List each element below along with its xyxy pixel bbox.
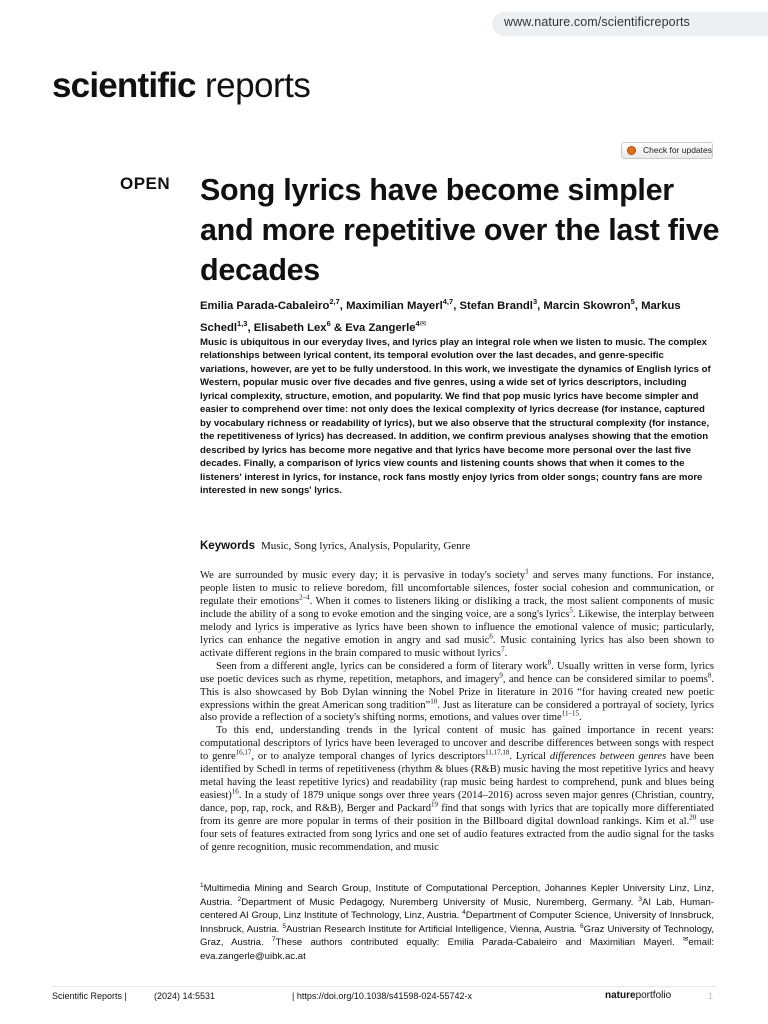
open-access-label: OPEN — [120, 174, 171, 193]
author-affiliation-mark: 1,3 — [237, 318, 248, 328]
author-separator: , — [453, 299, 460, 312]
affiliation-text: Austrian Research Institute for Artificial Intelligence, Vienna, Austria. — [285, 923, 581, 935]
author-name[interactable]: Markus Schedl — [200, 299, 681, 334]
body-text-run: . Music containing lyrics has also been shown to activate different regions in the brain compared to music without lyrics — [200, 634, 714, 659]
body-text-run: and serves many functions. For instance, people listen to music to relieve boredom, fill uncomfortable silences, foster social cohesion and communication, or regulate their emotions — [200, 570, 714, 607]
body-text-run: , and hence can be considered similar to poems — [502, 673, 708, 685]
publisher-logo-light: portfolio — [635, 990, 672, 1001]
body-paragraph — [200, 658, 714, 726]
publisher-logo — [605, 990, 671, 1001]
footer-doi-link[interactable]: | https://doi.org/10.1038/s41598-024-55742-x — [292, 991, 472, 1001]
keywords-text: Music, Song lyrics, Analysis, Popularity, Genre — [261, 540, 471, 552]
citation-ref[interactable]: 11–15 — [561, 709, 579, 718]
affiliation-mark: 2 — [237, 895, 242, 903]
author-name[interactable]: Elisabeth Lex — [253, 321, 327, 334]
affiliation-text: Multimedia Mining and Search Group, Institute of Computational Perception, Johannes Kepler University Linz, Linz, Austria. — [200, 883, 714, 908]
author-separator: & — [330, 321, 346, 334]
affiliation-mark: 7 — [271, 936, 276, 944]
author-separator: , — [247, 321, 254, 334]
footer-divider — [52, 986, 716, 987]
citation-ref[interactable]: 2–4 — [299, 593, 310, 602]
affiliation-mark: 3 — [638, 895, 642, 903]
affiliation-mark: 5 — [282, 922, 286, 930]
citation-ref[interactable]: 10 — [430, 697, 438, 705]
author-name[interactable]: Eva Zangerle — [345, 321, 416, 334]
citation-ref[interactable]: 8 — [547, 658, 552, 667]
journal-logo-light: reports — [204, 66, 311, 105]
check-for-updates-label: Check for updates — [643, 145, 712, 155]
body-text-run: . This is also showcased by Bob Dylan winning the Nobel Prize in literature in 2016 “for having created new poetic expressions within the great American song tradition” — [200, 673, 714, 711]
body-text-run: . — [504, 647, 508, 659]
body-text-run: . Usually written in verse form, lyrics use poetic devices such as rhyme, repetition, metaphors, and imagery — [200, 660, 714, 685]
citation-ref[interactable]: 9 — [499, 671, 503, 680]
publisher-logo-bold: nature — [605, 990, 636, 1001]
body-text-run: Seen from a different angle, lyrics can be considered a form of literary work — [216, 660, 548, 672]
author-affiliation-mark: 2,7 — [329, 297, 340, 306]
body-text-run: . When it comes to listeners liking or disliking a track, the most salient components of music include the ability of a song to evoke emotion and the singing voice, are a song's lyrics — [200, 595, 714, 620]
body-text-run: find that songs with lyrics that are topically more differentiated from its genre are more popular in terms of their position in the Billboard digital download rankings. Kim et al. — [200, 803, 714, 828]
author-affiliation-mark: 6 — [326, 318, 331, 328]
citation-ref[interactable]: 1 — [525, 567, 529, 576]
citation-ref[interactable]: 8 — [707, 671, 712, 680]
affiliations — [200, 882, 714, 964]
footer-citation: (2024) 14:5531 — [154, 991, 216, 1001]
author-separator: , — [339, 299, 347, 312]
author-separator: , — [634, 299, 642, 312]
footer-journal: Scientific Reports | — [52, 991, 127, 1001]
body-paragraph — [200, 567, 714, 661]
citation-ref[interactable]: 19 — [431, 800, 439, 809]
body-text-run: . Just as literature can be considered a portrayal of society, lyrics also provide a reflection of a society's shifting norms, emotions, and values over time — [200, 699, 714, 724]
author-affiliation-mark: 4✉ — [415, 318, 427, 328]
author-separator: , — [537, 299, 544, 312]
body-text-run: To this end, understanding trends in the lyrical content of music has gained importance in recent years: computational descriptors of lyrics have been leveraged to uncover and describe differences between songs with respect to genre — [200, 725, 714, 763]
body-text-run: . — [578, 712, 582, 724]
affiliation-text[interactable]: email: eva.zangerle@uibk.ac.at — [200, 937, 714, 962]
journal-logo-bold: scientific — [52, 66, 196, 105]
emphasis-text: differences between genres — [549, 751, 667, 763]
body-text-run: , or to analyze temporal changes of lyrics descriptors — [251, 751, 486, 763]
author-name[interactable]: Stefan Brandl — [459, 299, 533, 312]
author-affiliation-mark: 3 — [532, 297, 538, 306]
author-affiliation-mark: 4,7 — [442, 297, 454, 306]
citation-ref[interactable]: 11,17,18 — [485, 748, 510, 757]
affiliation-mark: 4 — [462, 909, 466, 916]
check-for-updates-button[interactable] — [621, 142, 713, 159]
affiliation-text: These authors contributed equally: Emilia Parada-Cabaleiro and Maximilian Mayerl. — [275, 937, 683, 949]
affiliation-text: Department of Music Pedagogy, Nuremberg University of Music, Nuremberg, Germany. — [241, 896, 639, 908]
page-footer — [52, 991, 716, 1005]
author-affiliation-mark: 5 — [630, 297, 635, 306]
body-paragraph — [200, 725, 714, 855]
author-name[interactable]: Emilia Parada-Cabaleiro — [200, 299, 330, 312]
author-list — [200, 293, 720, 337]
affiliation-text: Department of Computer Science, University of Innsbruck, Innsbruck, Austria. — [200, 910, 714, 935]
body-text-run: use four sets of features extracted from song lyrics and one set of audio features extracted from the audio signal for the tasks of genre recognition, music recommendation, and music — [200, 816, 714, 854]
citation-ref[interactable]: 5 — [569, 606, 573, 615]
crossmark-icon — [627, 146, 636, 155]
citation-ref[interactable]: 6 — [489, 632, 493, 641]
body-text-run: have been identified by Schedl in terms of repetitiveness (rhythm & blues (R&B) music having the most repetitive lyrics and heavy metal having the least repetitive lyrics) and readability (rap music being hardest to comprehend, punk and blues being easiest) — [200, 751, 714, 802]
affiliation-mark: 1 — [200, 881, 204, 889]
author-name[interactable]: Maximilian Mayerl — [346, 299, 443, 312]
affiliation-mark: ✉ — [682, 936, 689, 944]
keywords-label: Keywords — [200, 540, 255, 552]
affiliation-text: AI Lab, Human-centered AI Group, Linz Institute of Technology, Linz, Austria. — [200, 896, 714, 922]
journal-url: www.nature.com/scientificreports — [504, 15, 690, 29]
affiliation-text: Graz University of Technology, Graz, Austria. — [200, 923, 714, 949]
citation-ref[interactable]: 16,17 — [235, 748, 252, 757]
body-text-run: . Lyrical — [509, 751, 550, 763]
citation-ref[interactable]: 20 — [689, 813, 697, 822]
body-text-run: . In a study of 1879 unique songs over three years (2014–2016) across seven major genres (Christian, country, dance, pop, rap, rock, and R&B), Berger and Packard — [200, 790, 714, 815]
body-text-run: We are surrounded by music every day; it is pervasive in today's society — [200, 570, 526, 581]
keywords — [200, 540, 470, 552]
abstract: Music is ubiquitous in our everyday lives, and lyrics play an integral role when we listen to music. The complex relationships between lyrical content, its temporal evolution over the last decades, and genre-specific variations, however, are yet to be fully understood. In this work, we investigate the dynamics of English lyrics of Western, popular music over five decades and five genres, using a wide set of lyrics descriptors, including lyrical complexity, structure, emotion, and popularity. We find that pop music lyrics have become simpler and easier to comprehend over time: not only does the lexical complexity of lyrics decrease (for instance, captured by vocabulary richness or readability of lyrics), but we also observe that the structural complexity (for instance, the repetitiveness of lyrics) has decreased. In addition, we confirm previous analyses showing that the emotion described by lyrics has become more negative and that lyrics have become more personal over the last five decades. Finally, a comparison of lyrics view counts and listening counts shows that when it comes to the listeners' interest in lyrics, for instance, rock fans mostly enjoy lyrics from older songs; country fans are more interested in new songs' lyrics. — [200, 337, 711, 496]
page-number: 1 — [708, 991, 714, 1001]
journal-logo — [52, 66, 310, 106]
journal-url-bar — [492, 12, 768, 36]
body-text — [200, 567, 714, 855]
author-name[interactable]: Marcin Skowron — [543, 299, 631, 312]
citation-ref[interactable]: 16 — [231, 787, 239, 796]
affiliation-mark: 6 — [580, 922, 584, 930]
article-title: Song lyrics have become simpler and more repetitive over the last five decades — [200, 173, 720, 287]
body-text-run: . Likewise, the interplay between melody and lyrics is imperative as lyrics have been shown to influence the emotional valence of music; particularly, lyrics can enhance the negative emotion in angry and sad music — [200, 608, 714, 646]
citation-ref[interactable]: 7 — [501, 645, 505, 654]
